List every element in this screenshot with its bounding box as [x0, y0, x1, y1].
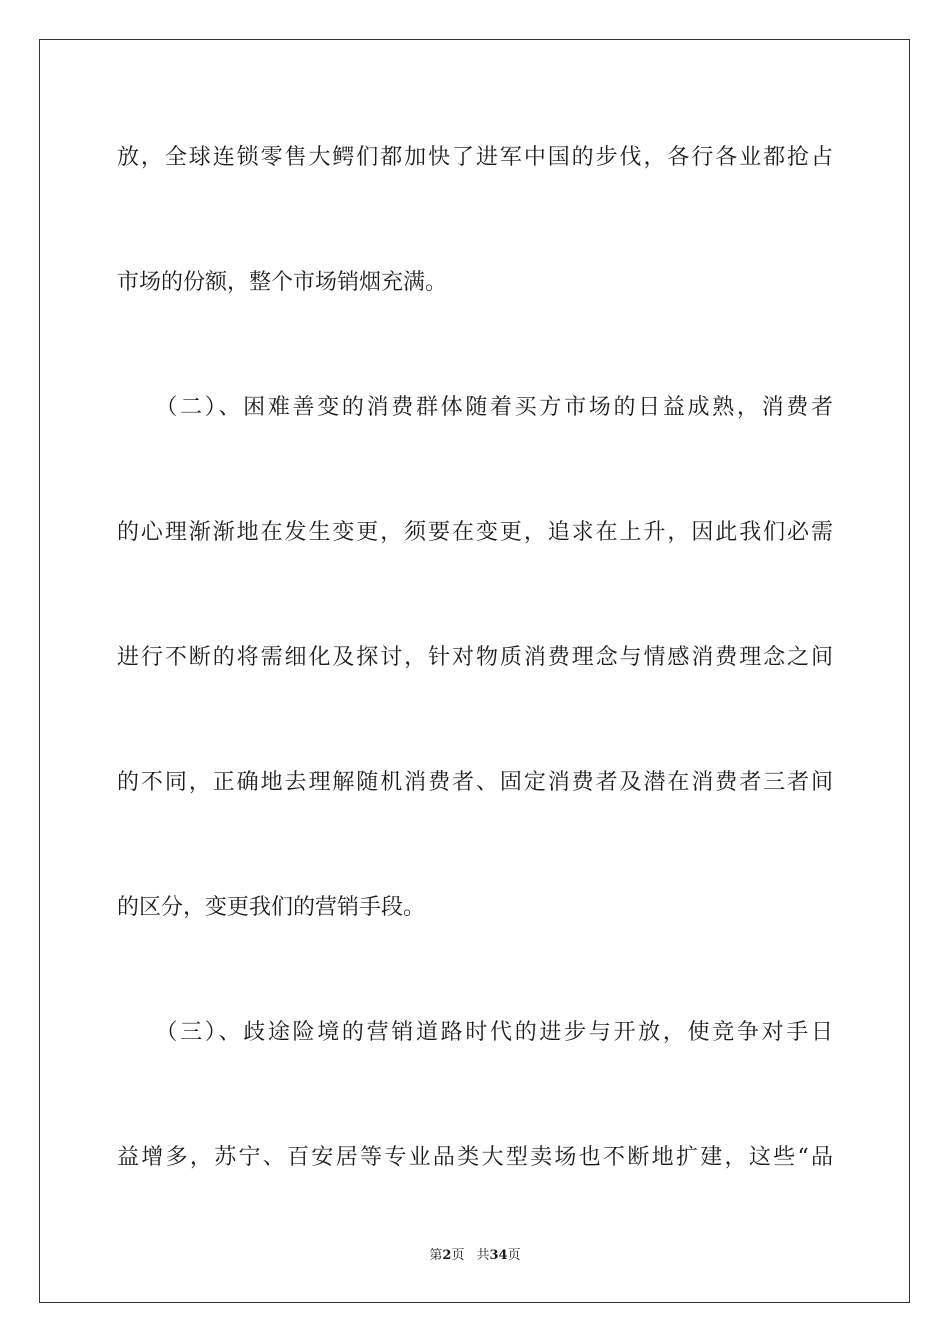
body-text-line-3: （二）、困难善变的消费群体随着买方市场的日益成熟，消费者 — [117, 395, 833, 420]
body-text-line-9: 益增多，苏宁、百安居等专业品类大型卖场也不断地扩建，这些“品 — [117, 1145, 833, 1170]
footer-page-suffix: 页 — [451, 1248, 465, 1263]
footer-page-prefix: 第 — [429, 1248, 443, 1263]
body-text-line-7: 的区分，变更我们的营销手段。 — [117, 895, 426, 920]
body-text-line-1: 放，全球连锁零售大鳄们都加快了进军中国的步伐，各行各业都抢占 — [117, 145, 833, 170]
footer-page-number: 2 — [442, 1248, 452, 1263]
page-footer — [0, 1247, 950, 1265]
body-text-line-5: 进行不断的将需细化及探讨，针对物质消费理念与情感消费理念之间 — [117, 645, 833, 670]
body-text-line-6: 的不同，正确地去理解随机消费者、固定消费者及潜在消费者三者间 — [117, 770, 833, 795]
footer-total-suffix: 页 — [507, 1248, 521, 1263]
footer-total-prefix: 共 — [476, 1248, 490, 1263]
body-text-line-4: 的心理渐渐地在发生变更，须要在变更，追求在上升，因此我们必需 — [117, 520, 833, 545]
footer-total-pages: 34 — [489, 1248, 508, 1263]
body-text-line-8: （三）、歧途险境的营销道路时代的进步与开放，使竞争对手日 — [117, 1020, 833, 1045]
body-text-line-2: 市场的份额，整个市场销烟充满。 — [117, 270, 448, 295]
